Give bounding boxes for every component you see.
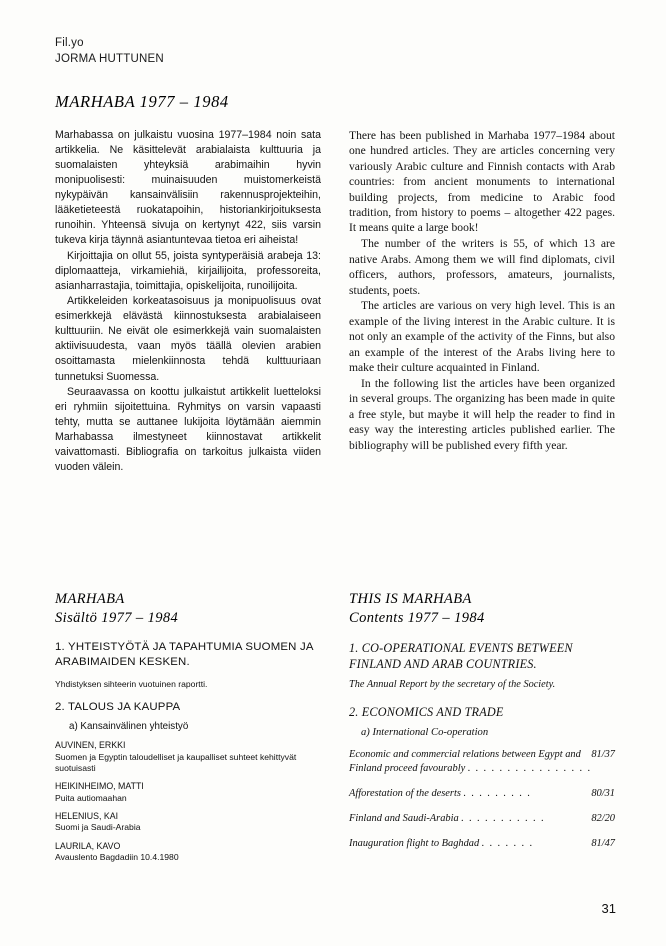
section-note-1: Yhdistyksen sihteerin vuotuinen raportti. [55, 679, 208, 689]
paragraph: Kirjoittajia on ollut 55, joista syntyperäisiä arabeja 13: diplomaatteja, virkamiehiä, kirjailijoita, professoreita, asianharrastajia, toimittajia, opiskelijoita, runoilijoita. [55, 249, 321, 292]
author-degree: Fil.yo [55, 37, 84, 49]
entry-title: Suomen ja Egyptin taloudelliset ja kaupalliset suhteet kehittyvät suotuisasti [55, 751, 297, 773]
entry-page: 80/31 [591, 787, 615, 799]
paragraph: In the following list the articles have been organized in several groups. The organizing has been made in quite a free style, but maybe it will help the reader to find in easy way the interesting articles published earlier. The bibliography will be published every fifth year. [349, 377, 615, 452]
entry-page: 81/47 [591, 837, 615, 849]
contents-title: MARHABA [55, 591, 125, 607]
author-name: JORMA HUTTUNEN [55, 52, 164, 65]
contents-subtitle: Contents 1977 – 1984 [349, 609, 485, 626]
header-block [55, 36, 455, 67]
intro-column-finnish [55, 128, 321, 476]
leader-dots: . . . . . . . . . . . [461, 812, 546, 824]
list-item [349, 787, 615, 801]
list-item [349, 812, 615, 826]
entry-author: HEIKINHEIMO, MATTI [55, 781, 144, 792]
section-subheading-2a: a) International Co-operation [361, 726, 489, 738]
contents-title: THIS IS MARHABA [349, 591, 472, 607]
list-item [55, 740, 321, 774]
section-heading-2: 2. TALOUS JA KAUPPA [55, 701, 181, 714]
page-number: 31 [601, 901, 616, 916]
intro-column-english [349, 128, 615, 476]
list-item [349, 748, 615, 776]
paragraph: Seuraavassa on koottu julkaistut artikkelit luetteloksi eri ryhmiin sijoitettuina. Ryhmitys on varsin vapaasti tehty, mutta se auttanee lukijoita löytämään aiemmin Marhabassa ilmestyneet kiinnostavat artikkelit vaivattomasti. Bibliografia on tarkoitus julkaista viiden vuoden välein. [55, 386, 321, 474]
entry-title: Puita autiomaahan [55, 792, 127, 803]
paragraph: The articles are various on very high level. This is an example of the living interest in the Arabic culture. It is not only an example of the activity of the Finns, but also an example of the interest of the Arabs living here to make their culture acquainted in Finland. [349, 299, 615, 375]
entry-page: 81/37 [591, 748, 615, 760]
entry-title: Avauslento Bagdadiin 10.4.1980 [55, 852, 179, 863]
section-subheading-2a: a) Kansainvälinen yhteistyö [69, 721, 189, 733]
contents-subtitle: Sisältö 1977 – 1984 [55, 609, 179, 626]
paragraph: Marhabassa on julkaistu vuosina 1977–1984 noin sata artikkelia. Ne käsittelevät arabialaista kulttuuria ja suomalaisten yhteyksiä arabimaihin hyvin monipuolisesti: muinaisuuden muistomerkeistä nykypäivän kansainvälisiin rakennusprojekteihin, lääketieteestä ruokatapoihin, historiankirjoituksesta runoihin. Yhteensä sivuja on kertynyt 422, siis varsin tukeva kirja täynnä asiantuntevaa tietoa eri aiheista! [55, 129, 321, 247]
entry-author: LAURILA, KAVO [55, 840, 121, 851]
list-item [55, 811, 321, 834]
entry-author: AUVINEN, ERKKI [55, 740, 126, 751]
paragraph: There has been published in Marhaba 1977–1984 about one hundred articles. They are articles concerning very variously Arabic culture and Finnish contacts with Arab countries: from ancient monuments to international building projects, from medicine to Arabic food tradition, from history to poems – altogether 422 pages. It means quite a large book! [349, 129, 615, 235]
paragraph: Artikkeleiden korkeatasoisuus ja monipuolisuus ovat esimerkkejä elävästä kiinnostuksesta arabialaiseen kulttuuriin. Ne eivät ole esimerkkejä vain suomalaisten aktiivisuudesta, vaan myös täällä olevien arabien osoittamasta mielenkiinnosta tehdä kulttuuriaan tunnetuksi Suomessa. [55, 295, 321, 383]
paragraph: The number of the writers is 55, of which 13 are native Arabs. Among them we will find diplomats, civil officers, authors, professors, amateurs, journalists, students, poets. [349, 237, 615, 297]
leader-dots: . . . . . . . [481, 837, 534, 849]
intro-columns [55, 128, 615, 476]
entry-title: Suomi ja Saudi-Arabia [55, 822, 141, 833]
entry-title: Finland and Saudi-Arabia [349, 812, 459, 824]
list-item [55, 781, 321, 804]
entry-title: Inauguration flight to Baghdad [349, 837, 480, 849]
contents-finnish [55, 590, 321, 871]
section-heading-2: 2. ECONOMICS AND TRADE [349, 705, 504, 720]
section-heading-1: 1. YHTEISTYÖTÄ JA TAPAHTUMIA SUOMEN JA ARABIMAIDEN KESKEN. [55, 640, 314, 668]
entry-title: Afforestation of the deserts [349, 787, 461, 799]
contents-english [349, 590, 615, 871]
contents-columns [55, 590, 615, 871]
leader-dots: . . . . . . . . . . . . . . . . [467, 762, 592, 774]
entry-author: HELENIUS, KAI [55, 811, 119, 822]
section-note-1: The Annual Report by the secretary of the Society. [349, 679, 556, 691]
list-item [55, 841, 321, 864]
list-item [349, 837, 615, 851]
page-title: MARHABA 1977 – 1984 [55, 92, 229, 111]
section-heading-1: 1. CO-OPERATIONAL EVENTS BETWEEN FINLAND AND ARAB COUNTRIES. [349, 640, 573, 672]
entry-page: 82/20 [591, 812, 615, 824]
leader-dots: . . . . . . . . . [463, 787, 532, 799]
entry-title: Economic and commercial relations between Egypt and Finland proceed favourably [349, 748, 581, 774]
